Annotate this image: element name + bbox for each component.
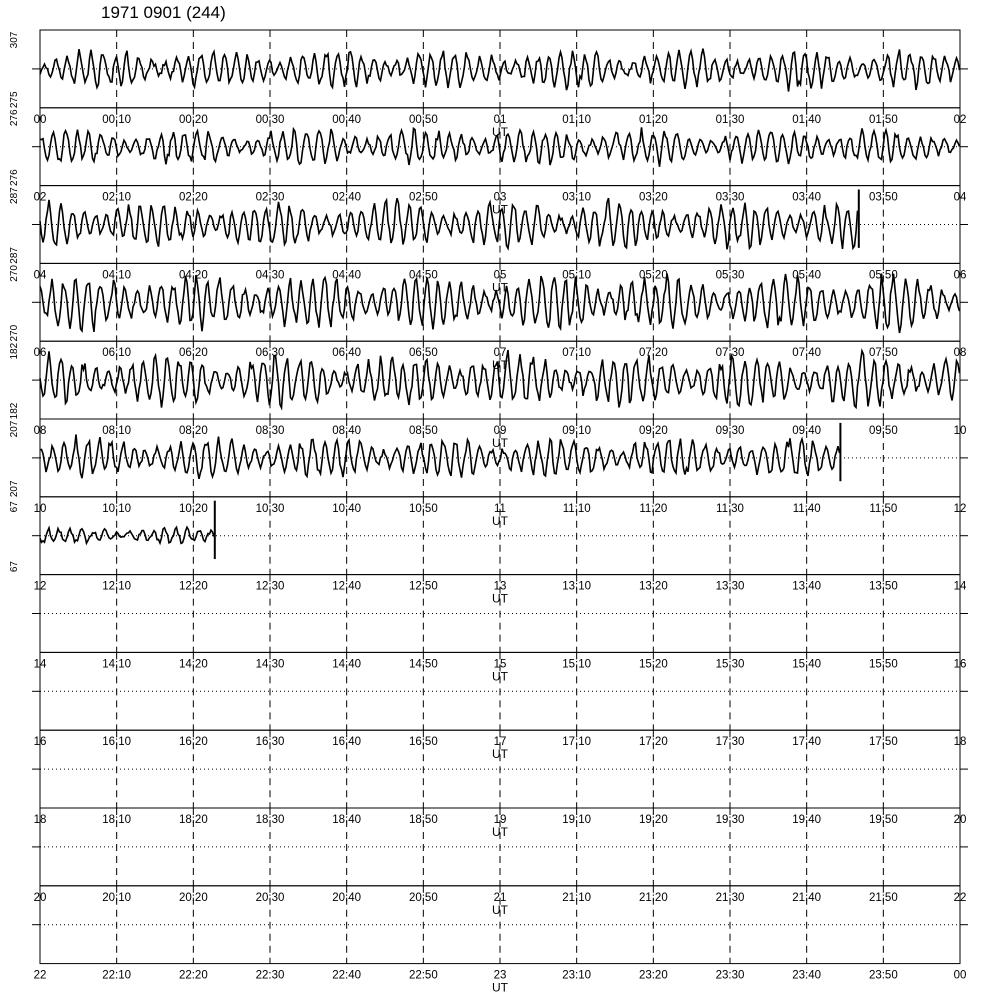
tick-label: 12 (953, 502, 967, 515)
tick-label: 01:20 (638, 113, 668, 126)
tick-label: 10 (953, 425, 967, 437)
tick-label: 19:30 (715, 814, 745, 826)
ut-label: UT (492, 202, 508, 217)
tick-label: 07 (493, 347, 507, 360)
tick-label: 23:30 (715, 969, 745, 982)
y-range-label: 207 (9, 420, 20, 438)
tick-label: 20:40 (332, 891, 362, 904)
ut-label: UT (492, 669, 508, 684)
ut-label: UT (492, 980, 508, 995)
tick-label: 09:40 (792, 425, 822, 437)
tick-label: 17:40 (792, 736, 822, 749)
tick-label: 14:20 (178, 658, 208, 671)
tick-label: 16:50 (408, 736, 438, 749)
tick-label: 18 (33, 814, 47, 826)
tick-label: 04:30 (255, 269, 285, 282)
y-range-label: 275 (9, 91, 20, 109)
tick-label: 23:10 (562, 969, 592, 982)
tick-label: 22:50 (408, 969, 438, 982)
y-range-label: 287 (9, 247, 20, 264)
tick-label: 09:10 (562, 425, 592, 437)
tick-label: 11:50 (869, 502, 898, 515)
tick-label: 12:40 (332, 580, 362, 593)
tick-label: 06:40 (332, 347, 362, 360)
tick-label: 06 (33, 347, 47, 360)
tick-label: 12:20 (178, 580, 208, 593)
tick-label: 20:30 (255, 891, 285, 904)
tick-label: 02:50 (408, 191, 438, 204)
tick-label: 06:10 (102, 347, 132, 360)
tick-label: 00:30 (255, 113, 285, 126)
y-range-label: 67 (9, 561, 20, 573)
tick-label: 08:10 (102, 425, 132, 437)
tick-label: 14 (953, 580, 967, 593)
tick-label: 10:20 (178, 502, 208, 515)
ut-label: UT (492, 825, 508, 839)
y-range-label: 287 (9, 187, 20, 204)
tick-label: 03:30 (715, 191, 745, 204)
tick-label: 22 (953, 891, 967, 904)
tick-label: 01 (493, 113, 507, 126)
tick-label: 02 (953, 113, 967, 126)
tick-label: 13:50 (868, 580, 898, 593)
tick-label: 01:10 (562, 113, 592, 126)
tick-label: 15 (493, 658, 507, 671)
tick-label: 23 (493, 969, 507, 982)
ut-label: UT (492, 124, 508, 139)
tick-label: 22:20 (178, 969, 208, 982)
tick-label: 18:10 (102, 814, 132, 826)
tick-label: 02:30 (255, 191, 285, 204)
tick-label: 04:20 (178, 269, 208, 282)
tick-label: 18:50 (408, 814, 438, 826)
tick-label: 08:50 (408, 425, 438, 437)
tick-label: 19:20 (638, 814, 668, 826)
tick-label: 22:40 (332, 969, 362, 982)
tick-label: 10:30 (255, 502, 285, 515)
tick-label: 17:10 (562, 736, 592, 749)
tick-label: 17 (493, 736, 507, 749)
y-range-label: 270 (9, 265, 20, 282)
tick-label: 07:50 (868, 347, 898, 360)
tick-label: 21:50 (868, 891, 898, 904)
tick-label: 09:30 (715, 425, 745, 437)
tick-label: 07:20 (638, 347, 668, 360)
tick-label: 16 (33, 736, 47, 749)
ut-label: UT (492, 747, 508, 762)
tick-label: 11 (494, 502, 506, 515)
tick-label: 08 (33, 425, 47, 437)
tick-label: 01:50 (868, 113, 898, 126)
tick-label: 01:30 (715, 113, 745, 126)
tick-label: 09:20 (638, 425, 668, 437)
tick-label: 04:10 (102, 269, 132, 282)
tick-label: 15:40 (792, 658, 822, 671)
tick-label: 08:30 (255, 425, 285, 437)
tick-label: 11:30 (716, 502, 744, 515)
tick-label: 02:40 (332, 191, 362, 204)
tick-label: 17:50 (868, 736, 898, 749)
tick-label: 12 (33, 580, 47, 593)
tick-label: 20 (953, 814, 967, 826)
tick-label: 10:50 (408, 502, 438, 515)
tick-label: 15:50 (868, 658, 898, 671)
tick-label: 05:50 (868, 269, 898, 282)
tick-label: 22:30 (255, 969, 285, 982)
tick-label: 20:10 (102, 891, 132, 904)
tick-label: 05:20 (638, 269, 668, 282)
tick-label: 13:40 (792, 580, 822, 593)
tick-label: 12:30 (255, 580, 285, 593)
tick-label: 22:10 (102, 969, 132, 982)
tick-label: 07:40 (792, 347, 822, 360)
tick-label: 23:20 (638, 969, 668, 982)
tick-label: 12:10 (102, 580, 132, 593)
tick-label: 18:20 (178, 814, 208, 826)
tick-label: 23:40 (792, 969, 822, 982)
tick-label: 20:50 (408, 891, 438, 904)
tick-label: 03:50 (868, 191, 898, 204)
tick-label: 12:50 (408, 580, 438, 593)
tick-label: 02:20 (178, 191, 208, 204)
tick-label: 09:50 (868, 425, 898, 437)
tick-label: 19:40 (792, 814, 822, 826)
tick-label: 08 (953, 347, 967, 360)
tick-label: 13:20 (638, 580, 668, 593)
tick-label: 17:30 (715, 736, 745, 749)
chart-title: 1971 0901 (244) (101, 3, 226, 22)
tick-label: 00:20 (178, 113, 208, 126)
tick-label: 00 (953, 969, 967, 982)
tick-label: 18:30 (255, 814, 285, 826)
tick-label: 03:20 (638, 191, 668, 204)
tick-label: 03 (493, 191, 507, 204)
tick-label: 14:40 (332, 658, 362, 671)
tick-label: 00:50 (408, 113, 438, 126)
tick-label: 21:40 (792, 891, 822, 904)
ut-label: UT (492, 513, 508, 528)
tick-label: 19:10 (562, 814, 592, 826)
ut-label: UT (492, 591, 508, 606)
tick-label: 13:10 (562, 580, 592, 593)
tick-label: 06:20 (178, 347, 208, 360)
tick-label: 14:30 (255, 658, 285, 671)
tick-label: 16:10 (102, 736, 132, 749)
ut-label: UT (492, 358, 508, 373)
tick-label: 09 (493, 425, 507, 437)
tick-label: 20 (33, 891, 47, 904)
tick-label: 00 (33, 113, 47, 126)
tick-label: 00:10 (102, 113, 132, 126)
tick-label: 04:50 (408, 269, 438, 282)
tick-label: 04 (33, 269, 47, 282)
tick-label: 07:30 (715, 347, 745, 360)
tick-label: 11:10 (562, 502, 591, 515)
tick-label: 07:10 (562, 347, 592, 360)
y-range-label: 276 (9, 109, 20, 127)
tick-label: 03:40 (792, 191, 822, 204)
tick-label: 15:20 (638, 658, 668, 671)
tick-label: 06 (953, 269, 967, 282)
y-range-label: 307 (9, 31, 20, 49)
tick-label: 04:40 (332, 269, 362, 282)
data-trace (40, 435, 840, 479)
ut-label: UT (492, 902, 508, 917)
tick-label: 16:40 (332, 736, 362, 749)
y-range-label: 270 (9, 324, 20, 342)
y-range-label: 182 (9, 402, 20, 420)
tick-label: 20:20 (178, 891, 208, 904)
tick-label: 10 (33, 502, 47, 515)
tick-label: 03:10 (562, 191, 592, 204)
tick-label: 05:40 (792, 269, 822, 282)
tick-label: 11:20 (639, 502, 668, 515)
tick-label: 04 (953, 191, 967, 204)
tick-label: 06:50 (408, 347, 438, 360)
tick-label: 00:40 (332, 113, 362, 126)
tick-label: 01:40 (792, 113, 822, 126)
tick-label: 08:40 (332, 425, 362, 437)
ut-label: UT (492, 436, 508, 450)
tick-label: 19 (493, 814, 507, 826)
tick-label: 21 (493, 891, 507, 904)
tick-label: 15:30 (715, 658, 745, 671)
tick-label: 06:30 (255, 347, 285, 360)
tick-label: 18:40 (332, 814, 362, 826)
y-range-label: 67 (9, 501, 20, 513)
tick-label: 18 (953, 736, 967, 749)
tick-label: 14:10 (102, 658, 132, 671)
data-trace (40, 198, 858, 249)
y-range-label: 207 (9, 480, 20, 498)
tick-label: 21:20 (638, 891, 668, 904)
tick-label: 10:40 (332, 502, 362, 515)
tick-label: 17:20 (638, 736, 668, 749)
data-trace (40, 527, 214, 543)
tick-label: 16:20 (178, 736, 208, 749)
tick-label: 13 (493, 580, 507, 593)
ut-label: UT (492, 280, 508, 295)
tick-label: 23:50 (868, 969, 898, 982)
tick-label: 14 (33, 658, 47, 671)
tick-label: 15:10 (562, 658, 592, 671)
tick-label: 11:40 (792, 502, 821, 515)
tick-label: 13:30 (715, 580, 745, 593)
tick-label: 16:30 (255, 736, 285, 749)
tick-label: 21:10 (562, 891, 592, 904)
y-range-label: 182 (9, 342, 20, 360)
tick-label: 02:10 (102, 191, 132, 204)
tick-label: 16 (953, 658, 967, 671)
tick-label: 05 (493, 269, 507, 282)
tick-label: 05:30 (715, 269, 745, 282)
tick-label: 22 (33, 969, 47, 982)
tick-label: 02 (33, 191, 47, 204)
tick-label: 14:50 (408, 658, 438, 671)
tick-label: 19:50 (868, 814, 898, 826)
tick-label: 05:10 (562, 269, 592, 282)
tick-label: 21:30 (715, 891, 745, 904)
y-range-label: 276 (9, 169, 20, 186)
tick-label: 08:20 (178, 425, 208, 437)
tick-label: 10:10 (102, 502, 132, 515)
